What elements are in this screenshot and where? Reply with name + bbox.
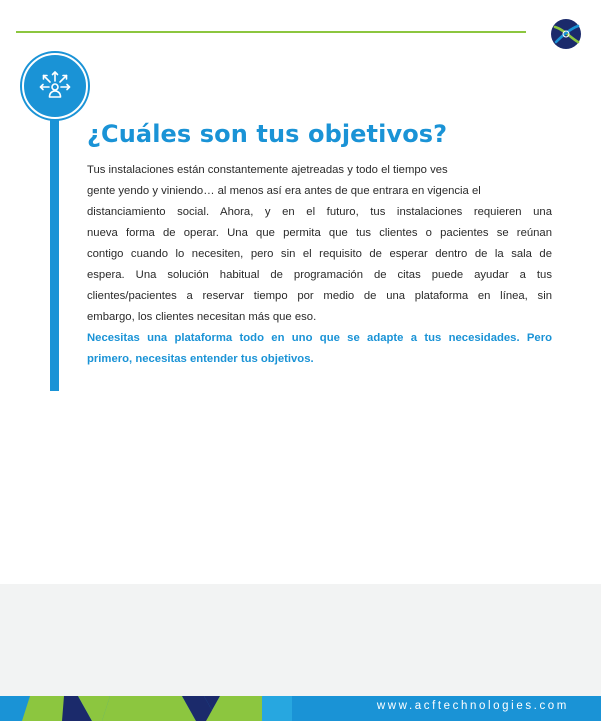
paragraph-line: clientes/pacientes a reservar tiempo por medio de una plataforma en línea, sin [87, 290, 552, 302]
acf-logo [549, 18, 583, 50]
people-network-icon [37, 68, 73, 104]
footer-website-link[interactable]: www.acftechnologies.com [376, 700, 569, 712]
paragraph-line: distanciamiento social. Ahora, y en el futuro, tus instalaciones requieren una [87, 206, 552, 218]
paragraph-line: gente yendo y viniendo… al menos así era antes de que entrara en vigencia el [87, 185, 481, 197]
section-badge [22, 53, 88, 119]
paragraph-line: embargo, los clientes necesitan más que eso. [87, 311, 317, 323]
paragraph-line: nueva forma de operar. Una que permita que tus clientes o pacientes se reúnan [87, 227, 552, 239]
body-paragraph [87, 160, 552, 370]
paragraph-line: contigo cuando lo necesiten, pero sin el requisito de esperar dentro de la sala de [87, 248, 552, 260]
paragraph-line: Tus instalaciones están constantemente ajetreadas y todo el tiempo ves [87, 164, 448, 176]
page-title: ¿Cuáles son tus objetivos? [87, 120, 448, 148]
header-divider [16, 31, 526, 33]
highlight-line: Necesitas una plataforma todo en uno que se adapte a tus necesidades. Pero [87, 332, 552, 344]
highlight-line: primero, necesitas entender tus objetivos. [87, 353, 314, 365]
paragraph-line: espera. Una solución habitual de programación de citas puede ayudar a tus [87, 269, 552, 281]
accent-side-bar [50, 100, 59, 391]
